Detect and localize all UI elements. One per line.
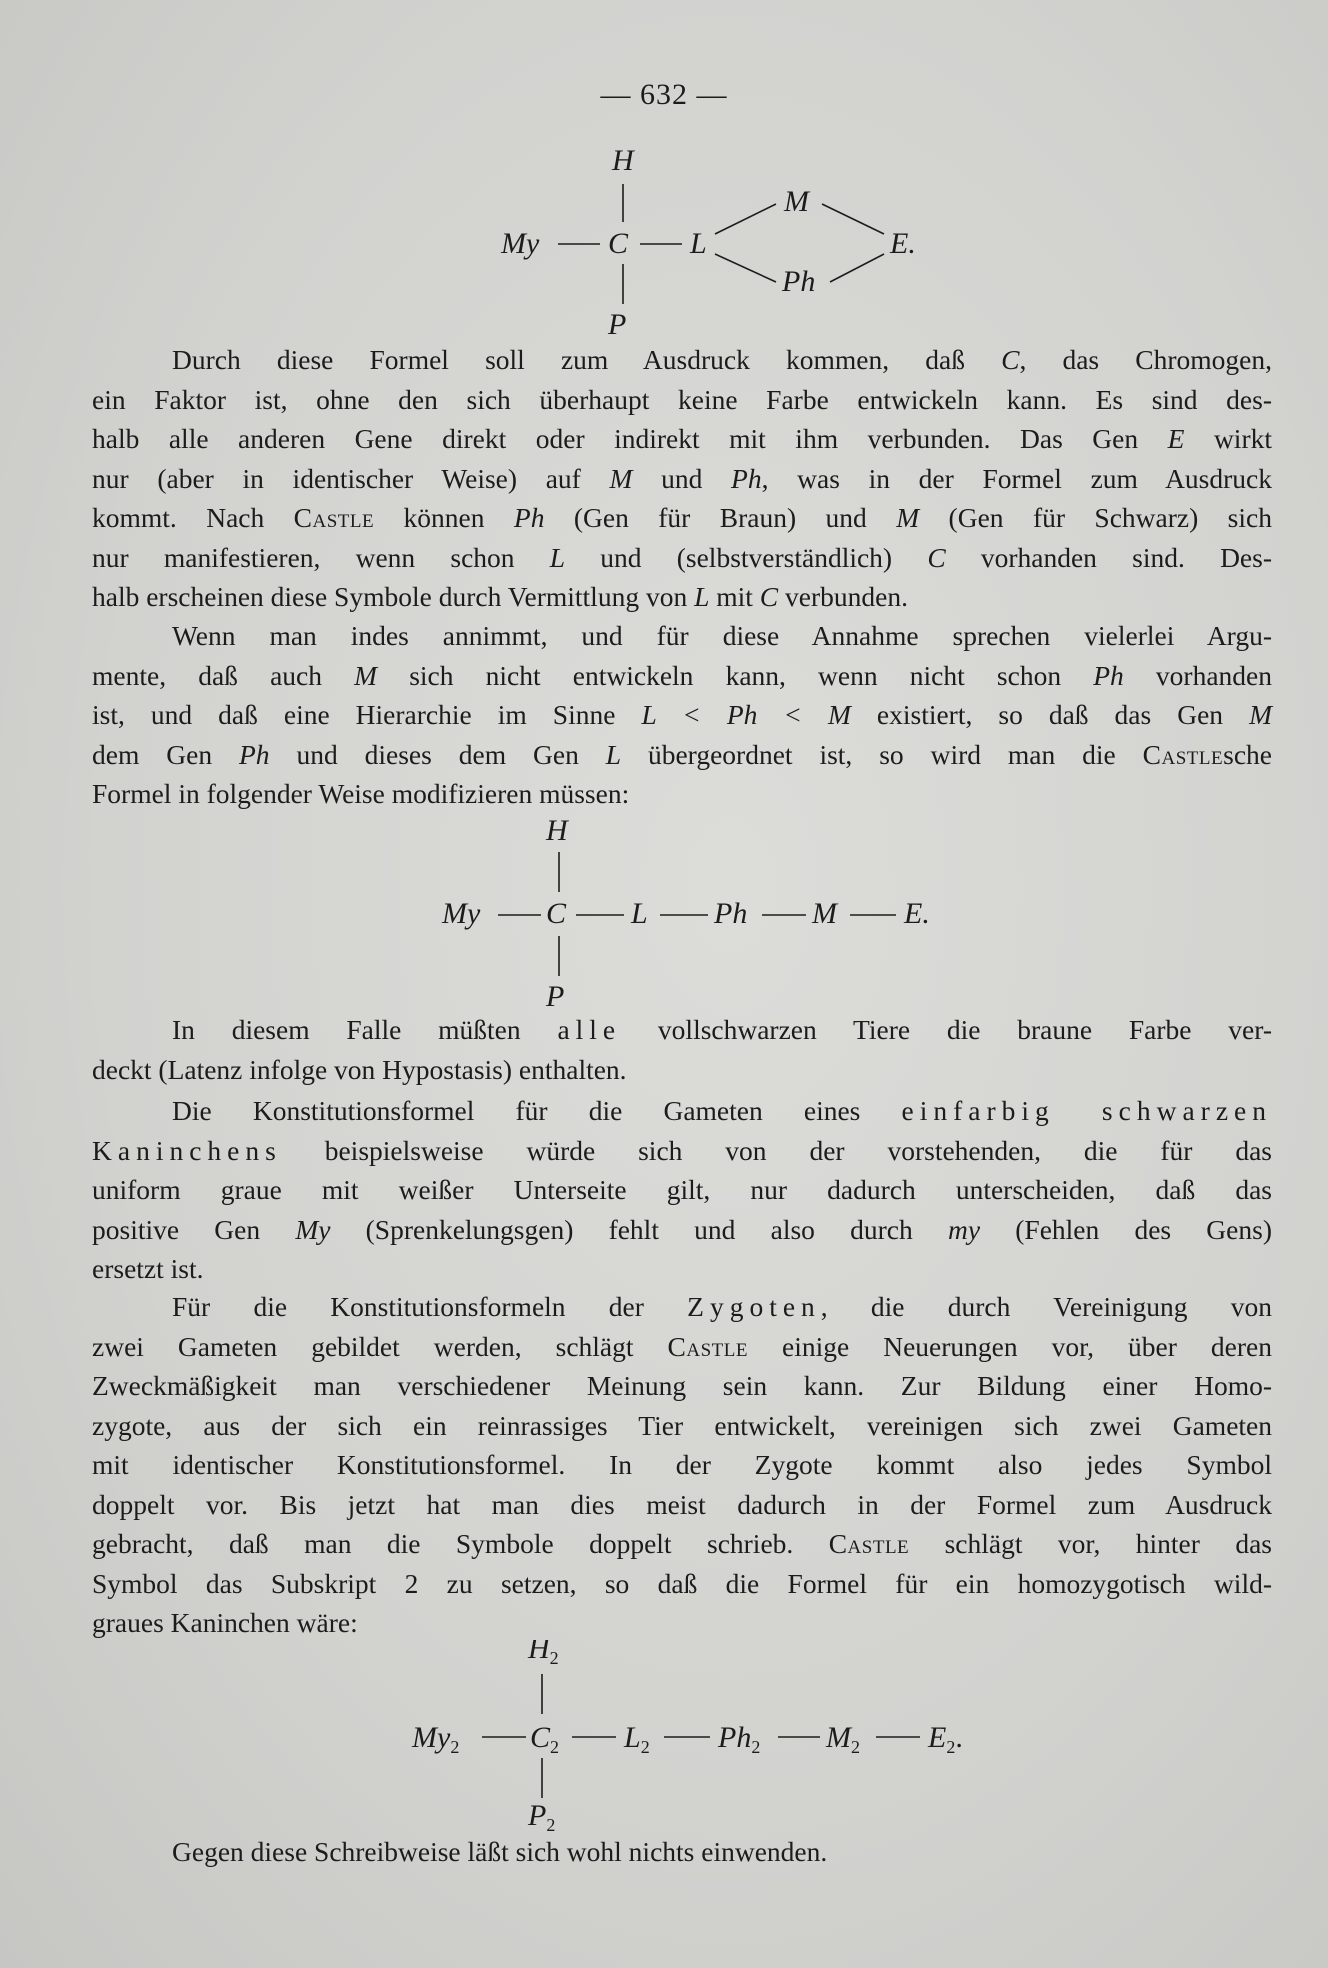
text-run: nur (aber in identischer Weise) auf <box>92 462 610 494</box>
text-line <box>92 1406 1272 1446</box>
text-run: wirkt <box>1184 423 1272 454</box>
formula2-My: My <box>442 897 481 930</box>
text-run: und <box>632 462 732 494</box>
italic-symbol: C <box>759 581 779 612</box>
text-line <box>92 616 1272 656</box>
paragraph-4 <box>92 1091 1272 1289</box>
page-number: — 632 — <box>600 78 728 111</box>
formula3-My: $My_2$ <box>412 1721 460 1757</box>
text-run: einige Neuerungen vor, über deren <box>747 1330 1272 1362</box>
text-run: mit <box>709 581 760 612</box>
formula3-P: $P_2$ <box>528 1799 556 1835</box>
formula1-bond-Ph-E <box>830 254 884 282</box>
text-run: Für die Konstitutionsformeln der <box>172 1291 688 1322</box>
text-run: und dieses dem Gen <box>269 738 606 770</box>
formula3-L: $L_2$ <box>624 1721 650 1757</box>
text-line <box>92 1249 1272 1289</box>
formula3-Ph: $Ph_2$ <box>718 1721 761 1757</box>
author-name: Castle <box>293 502 375 533</box>
italic-symbol: C <box>1001 344 1020 375</box>
text-line <box>92 1170 1272 1210</box>
text-line <box>92 1010 1272 1050</box>
text-run: halb erscheinen diese Symbole durch Vermittlung von <box>92 581 695 612</box>
spaced-emphasis: einfarbig schwarzen <box>901 1095 1272 1126</box>
text-run: (Gen für Braun) und <box>544 502 897 533</box>
text-line <box>92 1210 1272 1250</box>
text-run: Die Konstitutionsformel für die Gameten eines <box>172 1095 902 1126</box>
formula-castle <box>0 0 1328 340</box>
formula2-M: M <box>812 897 837 930</box>
paragraph-5 <box>92 1287 1272 1643</box>
formula1-P: P <box>608 308 627 340</box>
text-line <box>92 419 1272 459</box>
italic-symbol: Ph <box>1093 659 1124 691</box>
text-run: ist, und daß eine Hierarchie im Sinne <box>92 699 642 730</box>
formula3-M: $M_2$ <box>826 1721 860 1757</box>
text-line <box>92 1832 1272 1872</box>
text-line <box>92 1564 1272 1604</box>
text-run: verbunden. <box>778 581 908 612</box>
text-run: uniform graue mit weißer Unterseite gilt, nur dadurch unterscheiden, daß das <box>92 1174 1272 1205</box>
text-run: mente, daß auch <box>92 659 355 691</box>
italic-symbol: M <box>896 502 920 533</box>
formula3-H: $H_2$ <box>528 1640 559 1668</box>
text-run: vorhanden <box>1123 659 1272 691</box>
italic-symbol: E <box>1167 423 1185 454</box>
text-run: zwei Gameten gebildet werden, schlägt <box>92 1330 668 1362</box>
paragraph-3-text <box>92 1010 1272 1089</box>
text-run: vorhanden sind. Des- <box>945 541 1273 573</box>
italic-symbol: Ph <box>239 738 270 770</box>
italic-symbol: Ph <box>513 502 545 533</box>
author-name: Castle <box>667 1330 748 1362</box>
text-run: mit identischer Konstitutionsformel. In der Zygote kommt also jedes Symbol <box>92 1449 1272 1480</box>
text-run: kommt. Nach <box>92 502 294 533</box>
text-run: deckt (Latenz infolge von Hypostasis) enthalten. <box>92 1053 627 1085</box>
text-run: positive Gen <box>92 1213 296 1245</box>
formula1-Ph: Ph <box>782 265 816 298</box>
text-line <box>92 577 1272 617</box>
text-line <box>92 1287 1272 1327</box>
spaced-emphasis: Zygoten <box>687 1291 821 1322</box>
text-run: ersetzt ist. <box>92 1253 204 1284</box>
italic-symbol: L <box>694 581 710 612</box>
text-line <box>92 1524 1272 1564</box>
text-run: Wenn man indes annimmt, und für diese Annahme sprechen vielerlei Argu- <box>172 620 1272 651</box>
text-run: sche <box>1223 738 1272 770</box>
formula1-My: My <box>501 227 540 260</box>
text-line <box>92 1050 1272 1090</box>
text-run: ein Faktor ist, ohne den sich überhaupt keine Farbe entwickeln kann. Es sind des- <box>92 383 1272 415</box>
formula1-H: H <box>612 144 634 177</box>
text-line <box>92 340 1272 380</box>
text-run: , was in der Formel zum Ausdruck <box>761 462 1272 494</box>
text-run: Zweckmäßigkeit man verschiedener Meinung sein kann. Zur Bildung einer Homo- <box>92 1370 1272 1401</box>
text-run: zygote, aus der sich ein reinrassiges Tier entwickelt, vereinigen sich zwei Gameten <box>92 1409 1272 1441</box>
italic-symbol: my <box>947 1213 981 1245</box>
formula2-Ph: Ph <box>714 897 748 930</box>
text-line <box>92 1366 1272 1406</box>
text-run: sich nicht entwickeln kann, wenn nicht schon <box>377 659 1094 691</box>
formula1-L: L <box>690 227 707 260</box>
formula1-bond-M-E <box>822 204 884 234</box>
paragraph-2-text <box>92 616 1272 814</box>
italic-symbol: Ph <box>731 462 762 494</box>
formula1-M: M <box>784 185 809 218</box>
text-line <box>92 380 1272 420</box>
formula2-C: C <box>546 897 567 930</box>
paragraph-3 <box>92 1010 1272 1089</box>
text-line <box>92 459 1272 499</box>
text-line <box>92 656 1272 696</box>
paragraph-5-text <box>92 1287 1272 1643</box>
text-run: graues Kaninchen wäre: <box>92 1607 358 1638</box>
text-run: (Sprenkelungsgen) fehlt und also durch <box>330 1213 948 1245</box>
paragraph-6 <box>92 1832 1272 1872</box>
italic-symbol: My <box>295 1213 331 1245</box>
text-line <box>92 1445 1272 1485</box>
formula1-C: C <box>608 227 629 260</box>
text-run: halb alle anderen Gene direkt oder indirekt mit ihm verbunden. Das Gen <box>92 423 1168 454</box>
text-run: schlägt vor, hinter das <box>909 1528 1272 1559</box>
formula2-E: E. <box>904 897 930 930</box>
text-line <box>92 538 1272 578</box>
paragraph-1-text <box>92 340 1272 617</box>
italic-symbol: L <box>605 738 622 770</box>
italic-symbol: C <box>927 541 946 573</box>
text-run: Formel in folgender Weise modifizieren müssen: <box>92 778 630 809</box>
text-line <box>92 1485 1272 1525</box>
text-run: Durch diese Formel soll zum Ausdruck kommen, daß <box>172 344 1002 375</box>
paragraph-1 <box>92 340 1272 617</box>
text-run: , die durch Vereinigung von <box>820 1291 1272 1322</box>
text-run: gebracht, daß man die Symbole doppelt schrieb. <box>92 1528 829 1559</box>
paragraph-2 <box>92 616 1272 814</box>
formula3-E: $E_2$. <box>928 1721 963 1757</box>
author-name: Castle <box>828 1528 910 1559</box>
text-run: In diesem Falle müßten <box>172 1014 558 1045</box>
text-line <box>92 1603 1272 1643</box>
author-name: Castle <box>1142 738 1224 770</box>
formula2-H: H <box>546 814 568 847</box>
italic-symbol: M <box>354 659 378 691</box>
paragraph-6-text <box>92 1832 1272 1872</box>
text-run: Symbol das Subskript 2 zu setzen, so daß die Formel für ein homozygotisch wild- <box>92 1567 1272 1599</box>
text-run: vollschwarzen Tiere die braune Farbe ver- <box>621 1014 1272 1045</box>
text-run: (Gen für Schwarz) sich <box>919 502 1272 533</box>
text-run: Gegen diese Schreibweise läßt sich wohl nichts einwenden. <box>172 1836 828 1867</box>
paragraph-4-text <box>92 1091 1272 1289</box>
text-run: existiert, so daß das Gen <box>850 699 1250 730</box>
text-run: können <box>374 502 514 533</box>
text-run: (Fehlen des Gens) <box>980 1213 1272 1245</box>
text-line <box>92 1131 1272 1171</box>
text-line <box>92 1091 1272 1131</box>
text-line <box>92 1327 1272 1367</box>
italic-symbol: M <box>1249 699 1272 730</box>
text-run: , das Chromogen, <box>1019 344 1272 375</box>
italic-symbol: L < Ph < M <box>641 699 851 730</box>
formula-homozygote <box>0 1640 1328 1840</box>
text-line <box>92 735 1272 775</box>
text-run: übergeordnet ist, so wird man die <box>621 738 1143 770</box>
formula1-bond-L-M <box>715 204 776 234</box>
spaced-emphasis: Kaninchens <box>92 1134 282 1166</box>
text-run: beispielsweise würde sich von der vorstehenden, die für das <box>281 1134 1272 1166</box>
text-run: und (selbstverständlich) <box>565 541 928 573</box>
formula2-L: L <box>631 897 648 930</box>
text-run: dem Gen <box>92 738 239 770</box>
text-line <box>92 498 1272 538</box>
formula2-P: P <box>546 980 565 1013</box>
formula1-bond-L-Ph <box>715 254 776 282</box>
text-run: doppelt vor. Bis jetzt hat man dies meist dadurch in der Formel zum Ausdruck <box>92 1488 1272 1520</box>
spaced-emphasis: alle <box>557 1014 622 1045</box>
formula3-C: $C_2$ <box>530 1721 560 1757</box>
italic-symbol: L <box>549 541 566 573</box>
formula1-E: E. <box>890 227 916 260</box>
text-line <box>92 695 1272 735</box>
text-run: nur manifestieren, wenn schon <box>92 541 550 573</box>
italic-symbol: M <box>609 462 633 494</box>
